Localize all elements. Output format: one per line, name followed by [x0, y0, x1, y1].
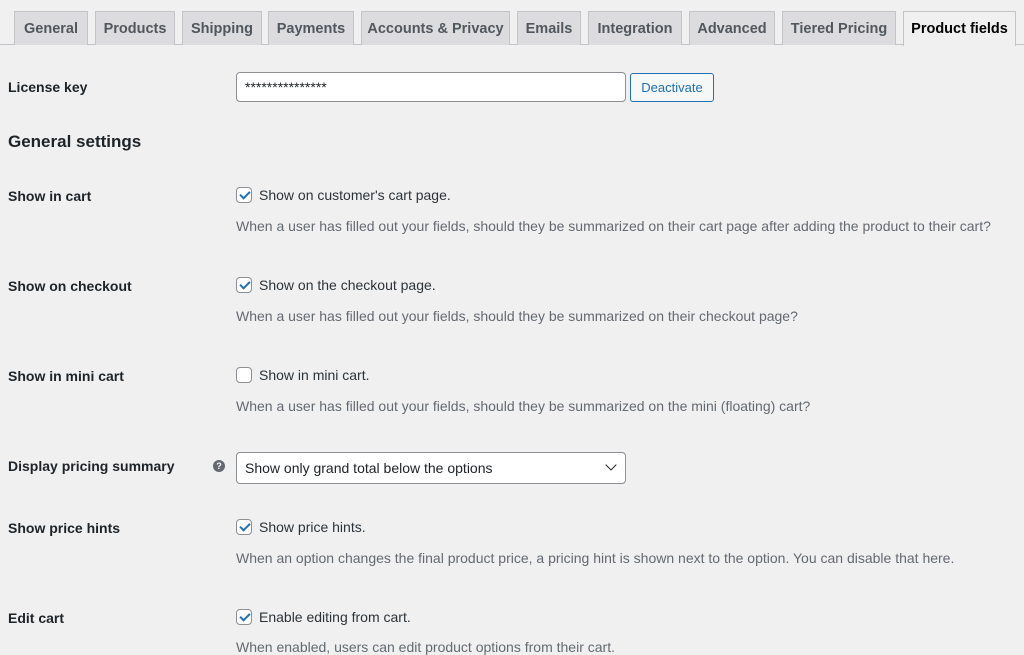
help-icon[interactable]: ? — [213, 460, 225, 472]
checkbox-unchecked-icon[interactable] — [236, 367, 252, 383]
checkbox-checked-icon[interactable] — [236, 187, 252, 203]
edit-cart-label: Edit cart — [8, 610, 65, 626]
tab-products[interactable]: Products — [95, 11, 175, 45]
checkbox-label: Show on customer's cart page. — [259, 187, 451, 203]
pricing-summary-select[interactable] — [236, 452, 626, 484]
show-on-checkout-description: When a user has filled out your fields, should they be summarized on their checkout page? — [236, 308, 798, 324]
checkbox-checked-icon[interactable] — [236, 519, 252, 535]
show-price-hints-checkbox[interactable] — [236, 519, 366, 535]
show-in-cart-description: When a user has filled out your fields, should they be summarized on their cart page after adding the product to their cart? — [236, 218, 991, 234]
tab-shipping[interactable]: Shipping — [182, 11, 262, 45]
tab-emails[interactable]: Emails — [517, 11, 581, 45]
show-on-checkout-label: Show on checkout — [8, 278, 132, 294]
edit-cart-checkbox[interactable] — [236, 609, 411, 625]
tab-tiered-pricing[interactable]: Tiered Pricing — [782, 11, 896, 45]
tab-accounts-privacy[interactable]: Accounts & Privacy — [361, 11, 510, 45]
tab-integration[interactable]: Integration — [588, 11, 682, 45]
tab-general[interactable]: General — [14, 11, 88, 45]
license-key-label: License key — [8, 79, 88, 95]
show-on-checkout-checkbox[interactable] — [236, 277, 436, 293]
checkbox-checked-icon[interactable] — [236, 609, 252, 625]
tab-payments[interactable]: Payments — [268, 11, 354, 45]
show-price-hints-label: Show price hints — [8, 520, 121, 536]
tab-advanced[interactable]: Advanced — [689, 11, 775, 45]
pricing-summary-label: Display pricing summary — [8, 458, 175, 474]
settings-tabs — [0, 0, 1024, 45]
edit-cart-description: When enabled, users can edit product options from their cart. — [236, 639, 615, 655]
show-in-cart-checkbox[interactable] — [236, 187, 451, 203]
chevron-down-icon — [605, 459, 616, 470]
license-key-input[interactable]: *************** — [236, 72, 626, 102]
deactivate-button[interactable]: Deactivate — [630, 73, 714, 102]
checkbox-label: Enable editing from cart. — [259, 609, 411, 625]
show-in-mini-cart-description: When a user has filled out your fields, should they be summarized on the mini (floating) cart? — [236, 398, 811, 414]
show-in-mini-cart-checkbox[interactable] — [236, 367, 369, 383]
show-in-mini-cart-label: Show in mini cart — [8, 368, 124, 384]
show-in-cart-label: Show in cart — [8, 188, 92, 204]
checkbox-label: Show in mini cart. — [259, 367, 370, 383]
select-value: Show only grand total below the options — [245, 460, 493, 476]
show-price-hints-description: When an option changes the final product price, a pricing hint is shown next to the option. You can disable that here. — [236, 550, 955, 566]
tab-product-fields[interactable]: Product fields — [903, 11, 1016, 46]
checkbox-label: Show price hints. — [259, 519, 366, 535]
section-title: General settings — [8, 132, 142, 151]
checkbox-checked-icon[interactable] — [236, 277, 252, 293]
checkbox-label: Show on the checkout page. — [259, 277, 436, 293]
